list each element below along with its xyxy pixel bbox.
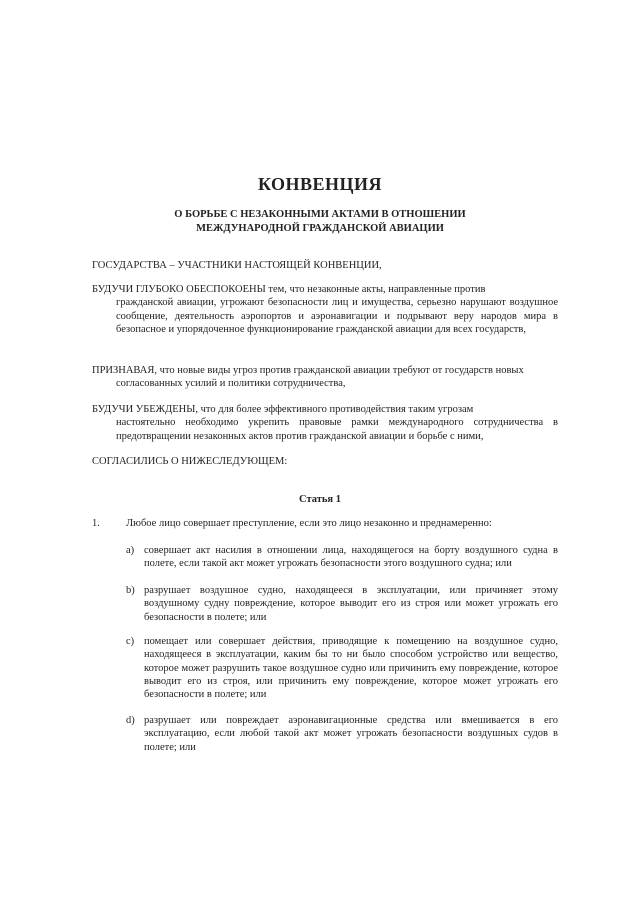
list-item-label: c) xyxy=(126,636,135,647)
list-item-c xyxy=(126,635,558,701)
list-item-label: d) xyxy=(126,715,135,726)
recital-1-lead: БУДУЧИ ГЛУБОКО ОБЕСПОКОЕНЫ тем, что незаконные акты, направленные против xyxy=(92,284,486,295)
recital-3-text: настоятельно необходимо укрепить правовые рамки международного сотрудничества в предотвращении незаконных актов против гражданской авиации и борьбе с ними, xyxy=(116,417,558,442)
parties-heading: ГОСУДАРСТВА – УЧАСТНИКИ НАСТОЯЩЕЙ КОНВЕНЦИИ, xyxy=(92,260,382,271)
list-item-text: помещает или совершает действия, приводящие к помещению на воздушное судно, находящееся в эксплуатации, каким бы то ни было способом устройство или вещество, которое может разрушить такое воздушное судно или причинить ему повреждение, которое выводит его из строя, или причинить ему повреждение, которое может угрожать его безопасности в полете; или xyxy=(144,636,558,701)
list-item-text: разрушает или повреждает аэронавигационные средства или вмешивается в его эксплуатацию, если любой такой акт может угрожать безопасности воздушных судов в полете; или xyxy=(144,715,558,753)
recital-2-text: согласованных усилий и политики сотрудничества, xyxy=(116,378,346,390)
recital-1-text: гражданской авиации, угрожают безопасности лиц и имущества, серьезно нарушают воздушное сообщение, деятельность аэропортов и аэронавигации и подрывают веру народов мира в безопасное и упорядоченное функционирование гражданской авиации для всех государств, xyxy=(116,297,558,335)
paragraph-number: 1. xyxy=(92,518,100,529)
list-item-a xyxy=(126,544,558,571)
paragraph-lead: Любое лицо совершает преступление, если это лицо незаконно и преднамеренно: xyxy=(126,518,492,529)
list-item-label: a) xyxy=(126,545,135,556)
subtitle-line-1: О БОРЬБЕ С НЕЗАКОННЫМИ АКТАМИ В ОТНОШЕНИИ xyxy=(174,209,466,220)
recital-3 xyxy=(92,403,558,443)
list-item-text: совершает акт насилия в отношении лица, находящегося на борту воздушного судна в полете, если такой акт может угрожать безопасности этого воздушного судна; или xyxy=(144,545,558,570)
recital-1 xyxy=(92,283,558,336)
article-heading: Статья 1 xyxy=(299,494,341,505)
recital-2-lead: ПРИЗНАВАЯ, что новые виды угроз против гражданской авиации требуют от государств новых xyxy=(92,365,524,376)
document-title: КОНВЕНЦИЯ xyxy=(257,174,383,194)
list-item-text: разрушает воздушное судно, находящееся в эксплуатации, или причиняет этому воздушному судну повреждение, которое выводит его из строя или может угрожать его безопасности в полете; или xyxy=(144,585,558,623)
recital-3-lead: БУДУЧИ УБЕЖДЕНЫ, что для более эффективного противодействия таким угрозам xyxy=(92,404,474,415)
recital-2 xyxy=(92,364,558,391)
document-subtitle xyxy=(0,208,640,236)
list-item-label: b) xyxy=(126,585,135,596)
list-item-d xyxy=(126,714,558,754)
agreed-heading: СОГЛАСИЛИСЬ О НИЖЕСЛЕДУЮЩЕМ: xyxy=(92,456,288,467)
subtitle-line-2: МЕЖДУНАРОДНОЙ ГРАЖДАНСКОЙ АВИАЦИИ xyxy=(196,223,444,234)
list-item-b xyxy=(126,584,558,624)
